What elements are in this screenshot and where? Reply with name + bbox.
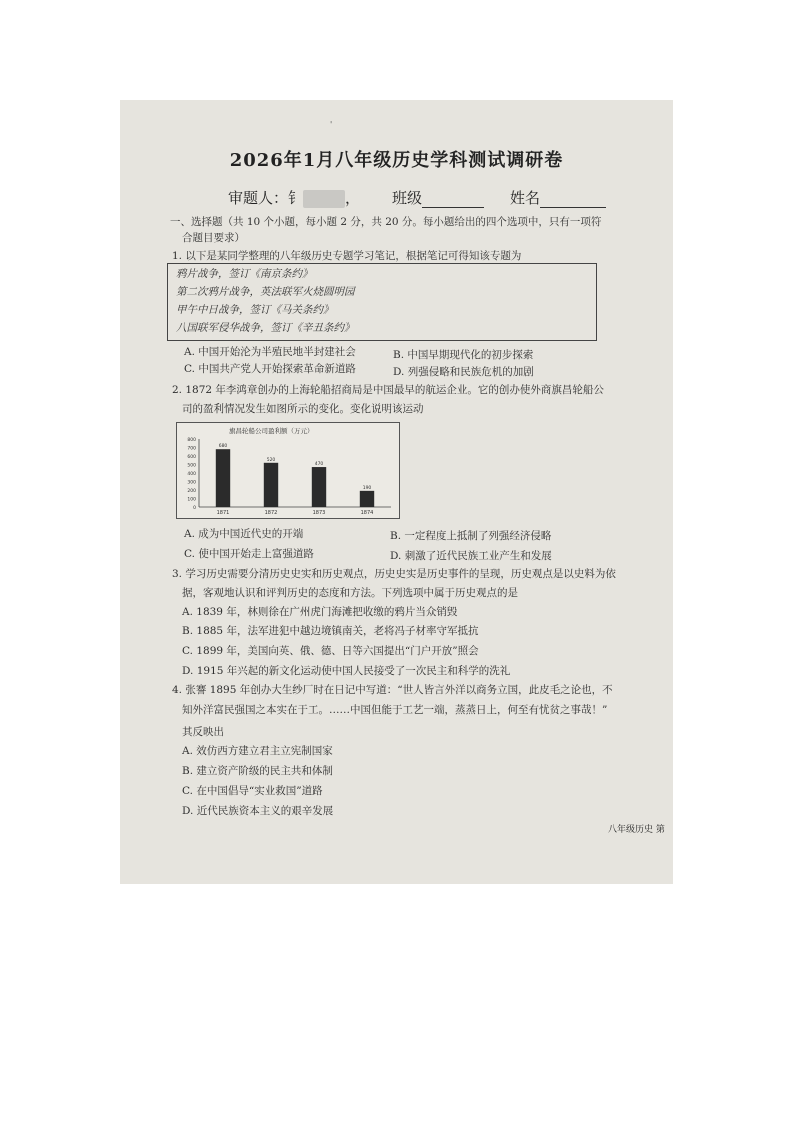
reviewer-name: 钅 xyxy=(288,189,304,207)
x-tick-label: 1871 xyxy=(216,510,230,516)
exam-paper-photo xyxy=(120,100,673,884)
x-tick-label: 1873 xyxy=(312,510,326,516)
q3-stem: 3. 学习历史需要分清历史史实和历史观点，历史史实是历史事件的呈现，历史观点是以史料为依 xyxy=(172,568,616,580)
reviewer-comma: ， xyxy=(345,189,361,207)
q1-note: 八国联军侵华战争，签订《辛丑条约》 xyxy=(176,322,355,334)
bar-value-label: 680 xyxy=(218,444,228,450)
q2-stem-cont: 司的盈利情况发生如图所示的变化。变化说明该运动 xyxy=(182,403,424,415)
q4-option-b: B. 建立资产阶级的民主共和体制 xyxy=(182,765,333,777)
q1-option-a: A. 中国开始沦为半殖民地半封建社会 xyxy=(184,346,356,358)
y-tick-label: 400 xyxy=(187,472,196,477)
y-tick-label: 300 xyxy=(187,480,196,486)
y-tick-label: 800 xyxy=(187,438,196,443)
chart-bar xyxy=(216,449,230,507)
q1-option-b: B. 中国早期现代化的初步探索 xyxy=(393,349,534,361)
name-blank xyxy=(540,191,606,208)
chart-title: 旗昌轮船公司盈利额（万元） xyxy=(229,427,314,435)
bar-value-label: 470 xyxy=(314,462,324,468)
q4-option-a: A. 效仿西方建立君主立宪制国家 xyxy=(182,745,333,757)
q3-stem-cont: 据，客观地认识和评判历史的态度和方法。下列选项中属于历史观点的是 xyxy=(182,587,518,599)
name-label: 姓名 xyxy=(510,189,541,207)
section-heading: 一、选择题（共 10 个小题，每小题 2 分，共 20 分。每小题给出的四个选项中，只有一项符 xyxy=(170,216,602,228)
q4-option-c: C. 在中国倡导“实业救国”道路 xyxy=(182,785,323,797)
y-tick-label: 200 xyxy=(187,489,196,494)
section-heading-cont: 合题目要求） xyxy=(182,232,245,244)
q1-option-d: D. 列强侵略和民族危机的加剧 xyxy=(393,366,534,378)
reviewer-label: 审题人： xyxy=(228,189,289,207)
class-blank xyxy=(422,191,484,208)
profit-chart xyxy=(176,422,400,519)
q4-stem-end: 其反映出 xyxy=(182,726,224,738)
x-tick-label: 1874 xyxy=(360,510,374,516)
q2-stem: 2. 1872 年李鸿章创办的上海轮船招商局是中国最早的航运企业。它的创办使外商旗昌轮船公 xyxy=(172,384,604,396)
q1-note: 鸦片战争，签订《南京条约》 xyxy=(176,268,313,280)
punch-mark: ' xyxy=(330,120,333,129)
q1-stem: 1. 以下是某同学整理的八年级历史专题学习笔记，根据笔记可得知该专题为 xyxy=(172,250,522,262)
q1-note: 第二次鸦片战争，英法联军火烧圆明园 xyxy=(176,286,355,298)
class-field xyxy=(392,187,484,208)
y-tick-label: 700 xyxy=(187,446,196,452)
y-tick-label: 100 xyxy=(187,497,196,503)
q4-option-d: D. 近代民族资本主义的艰辛发展 xyxy=(182,805,334,817)
chart-bar xyxy=(312,467,326,507)
q2-option-a: A. 成为中国近代史的开端 xyxy=(184,528,304,540)
q1-note: 甲午中日战争，签订《马关条约》 xyxy=(176,304,334,316)
redacted-name xyxy=(303,190,345,208)
q4-stem-cont: 知外洋富民强国之本实在于工。……中国但能于工艺一端，蒸蒸日上，何至有忧贫之事哉！” xyxy=(182,704,608,716)
q1-option-c: C. 中国共产党人开始探索革命新道路 xyxy=(184,363,356,375)
x-tick-label: 1872 xyxy=(264,510,278,516)
y-tick-label: 500 xyxy=(187,463,196,469)
name-field xyxy=(510,187,606,208)
class-label: 班级 xyxy=(392,189,423,207)
y-tick-label: 600 xyxy=(187,455,196,460)
chart-plot xyxy=(177,423,399,518)
q2-option-b: B. 一定程度上抵制了列强经济侵略 xyxy=(390,530,552,542)
chart-bar xyxy=(360,491,374,507)
bar-value-label: 190 xyxy=(362,485,372,491)
page-title: 2026年1月八年级历史学科测试调研卷 xyxy=(229,150,564,171)
q3-option-d: D. 1915 年兴起的新文化运动使中国人民接受了一次民主和科学的洗礼 xyxy=(182,665,511,677)
bar-value-label: 520 xyxy=(266,457,276,463)
q2-option-c: C. 使中国开始走上富强道路 xyxy=(184,548,314,560)
q3-option-c: C. 1899 年，美国向英、俄、德、日等六国提出“门户开放”照会 xyxy=(182,645,479,657)
y-tick-label: 0 xyxy=(193,506,196,511)
q3-option-b: B. 1885 年，法军进犯中越边境镇南关，老将冯子材率守军抵抗 xyxy=(182,625,479,637)
page-footer: 八年级历史 第 xyxy=(608,825,665,835)
q3-option-a: A. 1839 年，林则徐在广州虎门海滩把收缴的鸦片当众销毁 xyxy=(182,606,458,618)
q4-stem: 4. 张謇 1895 年创办大生纱厂时在日记中写道：“世人皆言外洋以商务立国，此皮毛之论也，不 xyxy=(172,684,613,696)
chart-bar xyxy=(264,463,278,507)
q2-option-d: D. 刺激了近代民族工业产生和发展 xyxy=(390,550,552,562)
reviewer-field xyxy=(228,187,360,208)
